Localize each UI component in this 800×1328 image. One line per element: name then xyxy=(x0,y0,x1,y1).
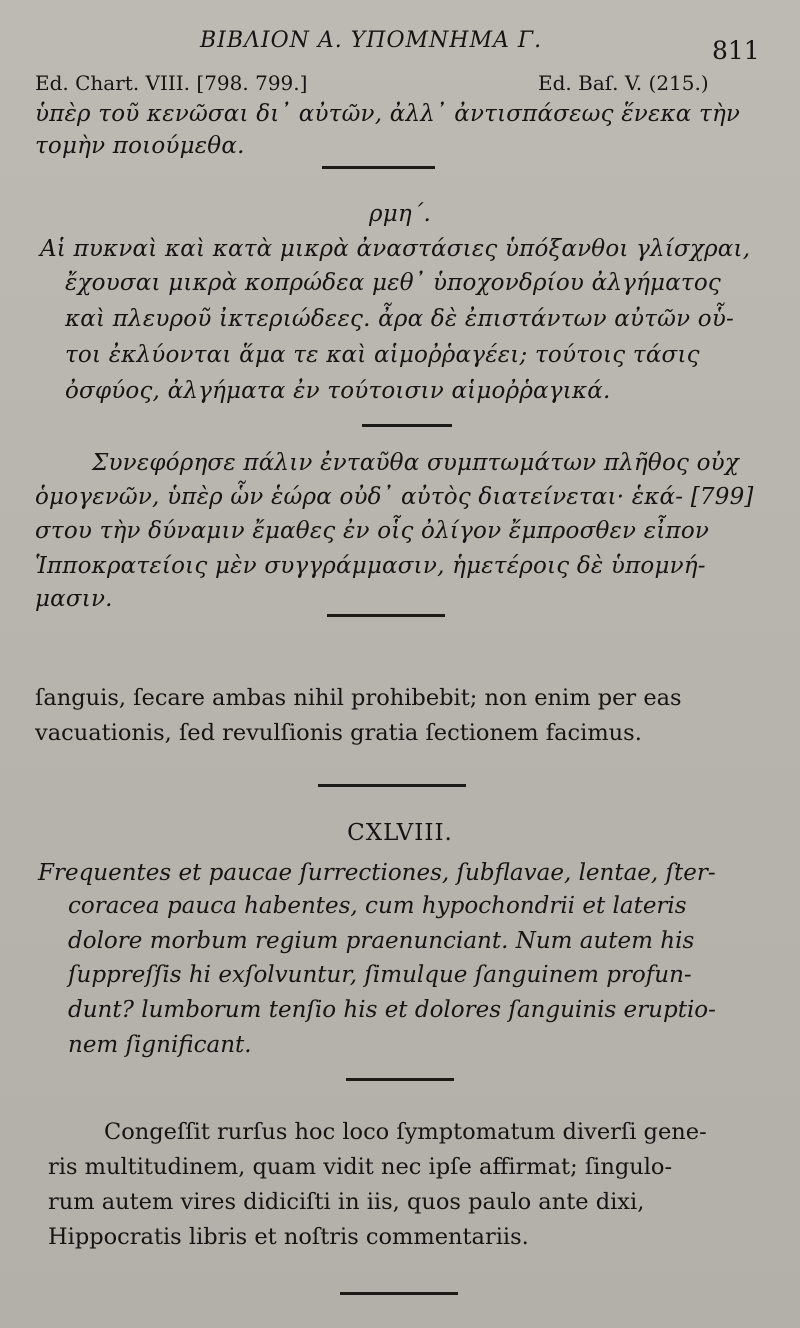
aphorism-greek-line-2: ἔχουσαι μικρὰ κοπρώδεα μεθ᾽ ὑποχονδρίου ἀλγήματος xyxy=(65,270,721,296)
divider-rule xyxy=(322,166,435,169)
aphorism-latin-line-2: coracea pauca habentes, cum hypochondrii et lateris xyxy=(68,893,687,919)
edition-right: Ed. Baſ. V. (215.) xyxy=(538,71,709,95)
commentary-greek-line-1: Συνεφόρησε πάλιν ἐνταῦθα συμπτωμάτων πλῆθος οὐχ xyxy=(92,450,739,476)
commentary-greek-line-2: ὁμογενῶν, ὑπὲρ ὧν ἑώρα οὐδ᾽ αὐτὸς διατείνεται· ἑκά- [799] xyxy=(35,484,754,510)
aphorism-number-latin: CXLVIII. xyxy=(347,820,453,846)
divider-rule xyxy=(346,1078,454,1081)
edition-left: Ed. Chart. VIII. [798. 799.] xyxy=(35,71,308,95)
divider-rule xyxy=(318,784,466,787)
aphorism-latin-line-5: dunt? lumborum tenſio his et dolores ſanguinis eruptio- xyxy=(68,997,716,1023)
running-title: ΒΙΒΛΙΟΝ Α. ΥΠΟΜΝΗΜΑ Γ. xyxy=(200,28,543,53)
latin-top-line-1: ſanguis, ſecare ambas nihil prohibebit; non enim per eas xyxy=(35,685,682,711)
aphorism-greek-line-3: καὶ πλευροῦ ἰκτεριώδεες. ἆρα δὲ ἐπιστάντων αὐτῶν οὗ- xyxy=(65,306,734,332)
latin-top-line-2: vacuationis, ſed revulſionis gratia ſectionem facimus. xyxy=(35,720,642,746)
aphorism-greek-line-5: ὀσφύος, ἀλγήματα ἐν τούτοισιν αἱμοῤῥαγικά. xyxy=(65,378,611,404)
greek-top-line-1: ὑπὲρ τοῦ κενῶσαι δι᾽ αὐτῶν, ἀλλ᾽ ἀντισπάσεως ἕνεκα τὴν xyxy=(35,101,741,127)
greek-top-line-2: τομὴν ποιούμεθα. xyxy=(35,133,245,159)
divider-rule xyxy=(340,1292,458,1295)
aphorism-latin-line-4: ſuppreſſis hi exſolvuntur, ſimulque ſanguinem profun- xyxy=(68,962,692,988)
commentary-latin-line-2: ris multitudinem, quam vidit nec ipſe affirmat; ſingulo- xyxy=(48,1154,673,1180)
divider-rule xyxy=(362,424,452,427)
aphorism-latin-line-6: nem ſignificant. xyxy=(68,1032,252,1058)
aphorism-latin-line-1: Frequentes et paucae ſurrectiones, ſubflavae, lentae, ſter- xyxy=(38,860,716,886)
commentary-greek-line-3: στου τὴν δύναμιν ἔμαθες ἐν οἷς ὀλίγον ἔμπροσθεν εἶπον xyxy=(35,518,710,544)
commentary-latin-line-4: Hippocratis libris et noſtris commentariis. xyxy=(48,1224,529,1250)
aphorism-latin-line-3: dolore morbum regium praenunciant. Num autem his xyxy=(68,928,695,954)
aphorism-greek-line-1: Αἱ πυκναὶ καὶ κατὰ μικρὰ ἀναστάσιες ὑπόξανθοι γλίσχραι, xyxy=(40,236,751,262)
commentary-latin-line-3: rum autem vires didiciſti in iis, quos paulo ante dixi, xyxy=(48,1189,645,1215)
commentary-latin-line-1: Congeſſit rurſus hoc loco ſymptomatum diverſi gene- xyxy=(104,1119,707,1145)
aphorism-greek-line-4: τοι ἐκλύονται ἅμα τε καὶ αἱμοῤῥαγέει; τούτοις τάσις xyxy=(65,342,700,368)
divider-rule xyxy=(327,614,445,617)
aphorism-number-greek: ρμη΄. xyxy=(368,201,432,227)
page-number: 811 xyxy=(712,36,760,65)
commentary-greek-line-4: Ἱπποκρατείοις μὲν συγγράμμασιν, ἡμετέροις δὲ ὑπομνή- xyxy=(35,553,706,579)
commentary-greek-line-5: μασιν. xyxy=(35,586,113,612)
